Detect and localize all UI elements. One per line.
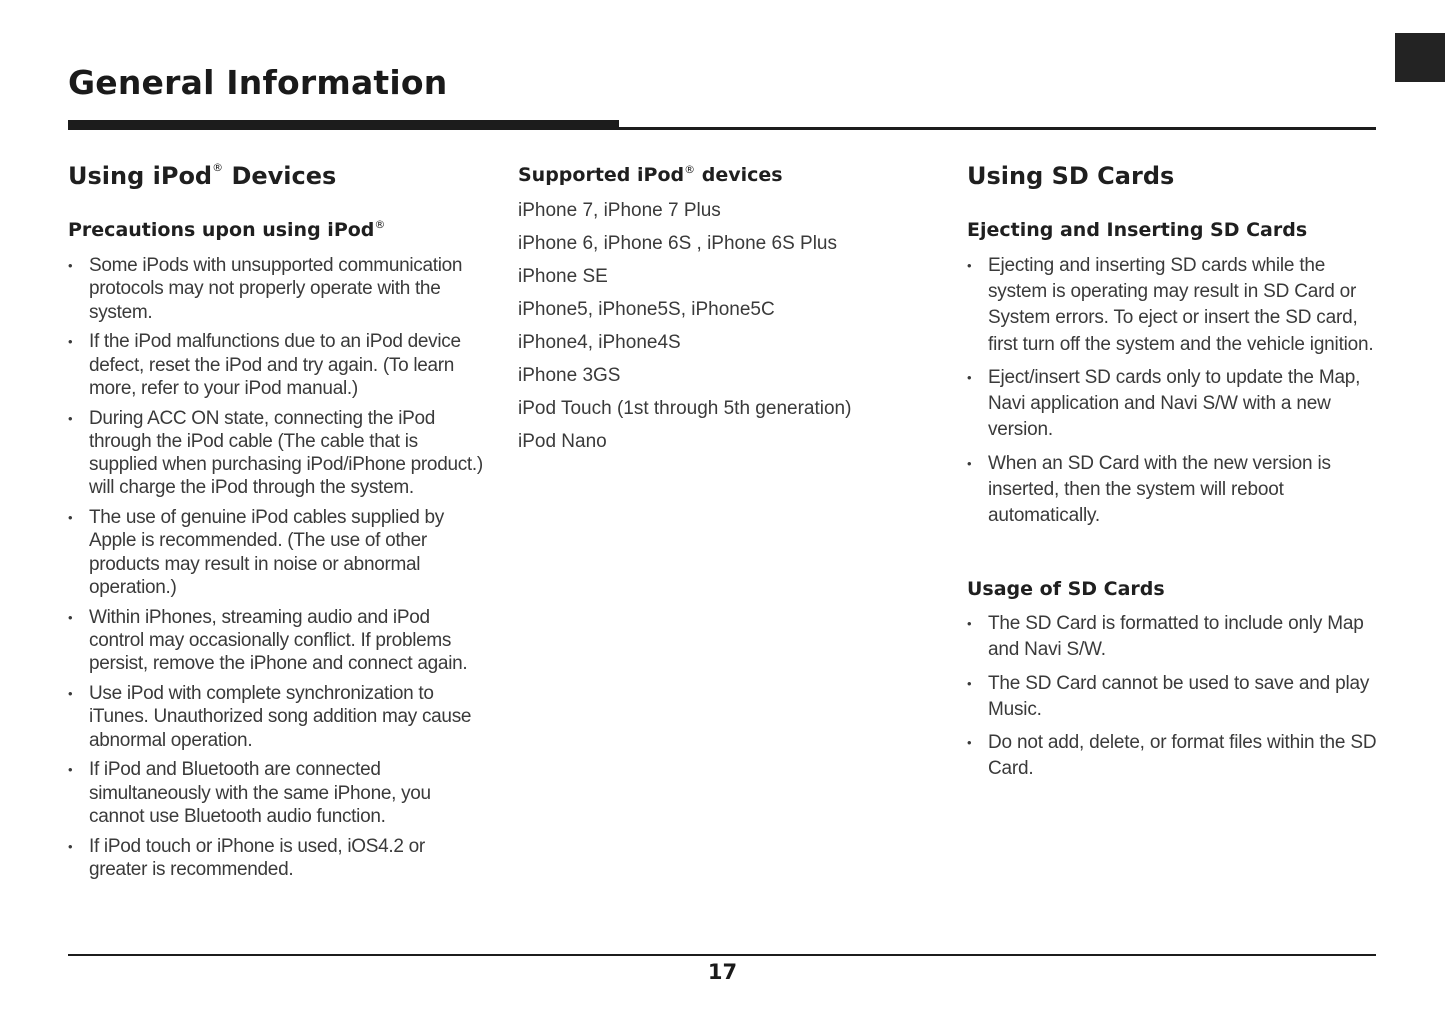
- usage-list: [967, 611, 1377, 790]
- list-item: iPhone SE: [518, 266, 608, 287]
- list-item: • The SD Card cannot be used to save and play Music.: [967, 671, 1377, 723]
- usage-heading: Usage of SD Cards: [967, 578, 1165, 600]
- list-item: • Eject/insert SD cards only to update the Map, Navi application and Navi S/W with a new version.: [967, 365, 1377, 444]
- list-item: • The use of genuine iPod cables supplied by Apple is recommended. (The use of other products may result in noise or abnormal operation.): [68, 506, 483, 599]
- list-item: • Within iPhones, streaming audio and iPod control may occasionally conflict. If problems persist, remove the iPhone and connect again.: [68, 606, 483, 676]
- title-rule-thick: [68, 120, 619, 130]
- supported-heading-text: Supported iPod: [518, 164, 685, 186]
- list-item: • Some iPods with unsupported communication protocols may not properly operate with the system.: [68, 254, 483, 324]
- title-rule-thin: [619, 127, 1376, 130]
- list-item: • Do not add, delete, or format files within the SD Card.: [967, 730, 1377, 782]
- precautions-list: [68, 254, 483, 888]
- precautions-heading-text: Precautions upon using iPod: [68, 219, 375, 241]
- list-item: iPhone 7, iPhone 7 Plus: [518, 200, 721, 221]
- ejecting-heading: Ejecting and Inserting SD Cards: [967, 219, 1308, 241]
- list-item: • During ACC ON state, connecting the iPod through the iPod cable (The cable that is supplied when purchasing iPod/iPhone product.) will charge the iPod through the system.: [68, 407, 483, 500]
- section-tab-marker: [1395, 33, 1445, 82]
- sd-section-heading: Using SD Cards: [967, 162, 1175, 190]
- list-item: iPhone 3GS: [518, 365, 621, 386]
- supported-devices-heading: [518, 164, 783, 186]
- supported-devices-list: [518, 194, 851, 458]
- page-title: General Information: [68, 63, 448, 102]
- registered-mark: ®: [212, 161, 224, 174]
- ipod-heading-suffix: Devices: [223, 162, 337, 190]
- list-item: • If the iPod malfunctions due to an iPod device defect, reset the iPod and try again. (To learn more, refer to your iPod manual.): [68, 330, 483, 400]
- list-item: • If iPod and Bluetooth are connected simultaneously with the same iPhone, you cannot use Bluetooth audio function.: [68, 758, 483, 828]
- footer-rule: [68, 954, 1376, 956]
- list-item: • When an SD Card with the new version is inserted, then the system will reboot automatically.: [967, 451, 1377, 530]
- ipod-heading-text: Using iPod: [68, 162, 213, 190]
- ejecting-list: [967, 253, 1377, 537]
- list-item: iPod Touch (1st through 5th generation): [518, 398, 852, 419]
- registered-mark: ®: [684, 163, 696, 176]
- list-item: iPhone 6, iPhone 6S , iPhone 6S Plus: [518, 233, 838, 254]
- ipod-section-heading: [68, 162, 336, 190]
- registered-mark: ®: [374, 218, 386, 231]
- precautions-heading: [68, 219, 385, 241]
- list-item: iPod Nano: [518, 431, 607, 452]
- list-item: • The SD Card is formatted to include only Map and Navi S/W.: [967, 611, 1377, 663]
- list-item: • If iPod touch or iPhone is used, iOS4.2 or greater is recommended.: [68, 835, 483, 882]
- supported-heading-suffix: devices: [695, 164, 783, 186]
- list-item: iPhone5, iPhone5S, iPhone5C: [518, 299, 775, 320]
- list-item: iPhone4, iPhone4S: [518, 332, 681, 353]
- page-number: 17: [707, 960, 738, 984]
- list-item: • Use iPod with complete synchronization to iTunes. Unauthorized song addition may cause abnormal operation.: [68, 682, 483, 752]
- list-item: • Ejecting and inserting SD cards while the system is operating may result in SD Card or System errors. To eject or insert the SD card, first turn off the system and the vehicle ignition.: [967, 253, 1377, 358]
